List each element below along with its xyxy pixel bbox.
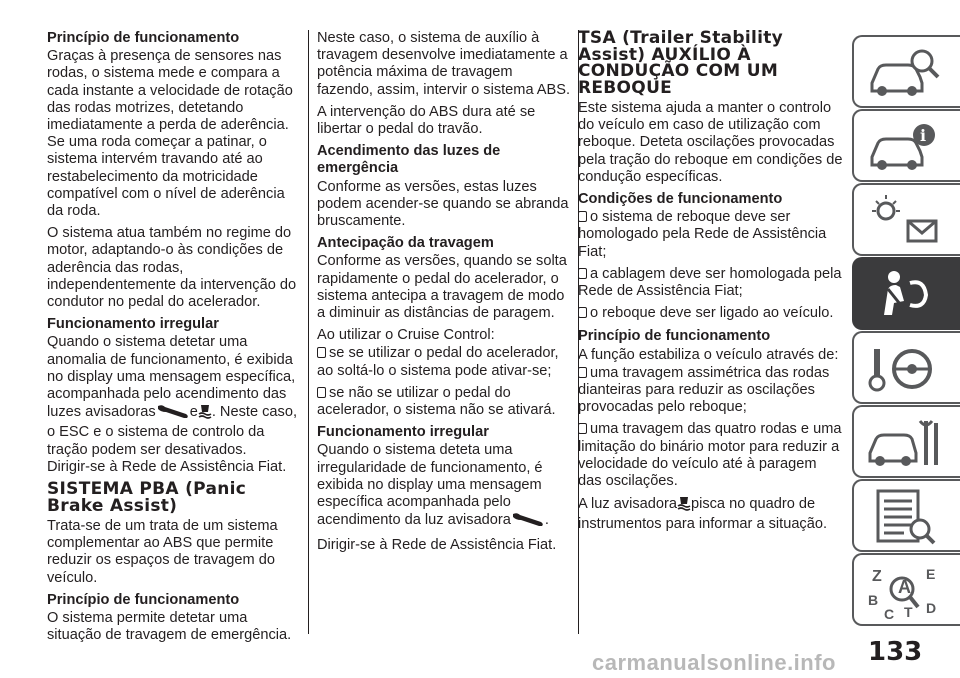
bullet-icon (317, 347, 326, 358)
alpha-letter: E (926, 566, 936, 582)
paragraph-warning: Quando o sistema deteta uma irregularidade de funcionamento, é exibida no display uma mensagem específica acompanhada pelo acendimento da luz avisadora . (317, 442, 571, 532)
paragraph: A intervenção do ABS dura até se libertar o pedal do travão. (317, 103, 536, 138)
paragraph: Conforme as versões, estas luzes podem acender-se quando se abranda bruscamente. (317, 178, 569, 230)
alpha-letter: D (926, 600, 937, 616)
esc-lamp-icon (677, 495, 691, 516)
paragraph: O sistema permite detetar uma situação de travagem de emergência. (47, 610, 292, 644)
column-divider-1 (308, 30, 309, 634)
bullet-icon (578, 268, 587, 279)
bullet-item: a cablagem deve ser homologada pela Rede de Assistência Fiat; (578, 265, 842, 300)
bullet-item: se não se utilizar o pedal do acelerador, o sistema não se ativará. (317, 384, 556, 419)
paragraph: O sistema atua também no regime do motor, adaptando-o às condições de aderência das rodas, independentemente da intervenção do condutor no pedal do acelerador. (47, 225, 297, 311)
column-1 (47, 30, 299, 650)
bullet-icon (578, 307, 587, 318)
heading-tsa: TSA (Trailer Stability Assist) AUXÍLIO À CONDUÇÃO COM UM REBOQUE (578, 28, 784, 98)
car-info-icon (864, 117, 944, 177)
paragraph: Este sistema ajuda a manter o controlo do veículo em caso de utilização com reboque. Deteta oscilações provocadas pela tração do reboque em condições de condução específicas. (578, 100, 843, 185)
bullet-icon (317, 387, 326, 398)
heading-principio: Princípio de funcionamento (578, 328, 771, 345)
car-search-icon (864, 43, 944, 103)
alpha-letter: A (898, 577, 911, 597)
alpha-letter: C (884, 606, 895, 621)
tab-index-list[interactable] (852, 479, 960, 552)
tab-car-info[interactable] (852, 109, 960, 182)
paragraph: Trata-se de um trata de um sistema complementar ao ABS que permite reduzir os espaços de travagem do veículo. (47, 518, 278, 586)
tab-alphabet[interactable] (852, 553, 960, 626)
bullet-icon (578, 367, 587, 378)
paragraph: Neste caso, o sistema de auxílio à travagem desenvolve imediatamente a potência máxima de travagem fazendo, assim, intervir o sistema ABS. (317, 30, 571, 98)
alpha-letter: Z (872, 568, 882, 585)
chapter-tabs (852, 35, 960, 627)
paragraph-warning: Quando o sistema detetar uma anomalia de funcionamento, é exibida no display uma mensagem específica, acompanhada pelo acendimento das luzes avisadoras e . Neste caso, o ESC e o sistema de controlo da tração podem ser desativados. Dirigir-se à Rede de Assistência Fiat. (47, 334, 297, 475)
heading-principio: Princípio de funcionamento (47, 30, 240, 46)
paragraph: Ao utilizar o Cruise Control: (317, 327, 495, 344)
heading-irregular: Funcionamento irregular (47, 316, 219, 333)
bullet-item: se se utilizar o pedal do acelerador, ao soltá-lo o sistema pode ativar-se; (317, 345, 559, 379)
tab-key-steering[interactable] (852, 331, 960, 404)
alpha-letter: T (904, 604, 913, 620)
heading-pba: SISTEMA PBA (Panic Brake Assist) (47, 479, 247, 516)
tab-dashboard-lights[interactable] (852, 183, 960, 256)
warning-lamp-icon (156, 403, 190, 424)
svg-text:i: i (920, 126, 927, 145)
tab-car-search[interactable] (852, 35, 960, 108)
paragraph-warning: A luz avisadora pisca no quadro de instrumentos para informar a situação. (578, 496, 828, 533)
bullet-item: uma travagem das quatro rodas e uma limitação do binário motor para reduzir a velocidade do veículo até à paragem das oscilações. (578, 421, 842, 490)
alpha-letter: B (868, 592, 879, 608)
index-list-icon (864, 487, 944, 547)
bullet-item: uma travagem assimétrica das rodas dianteiras para reduzir as oscilações provocadas pelo reboque; (578, 364, 830, 416)
bullet-item: o reboque deve ser ligado ao veículo. (578, 305, 844, 322)
warning-lamp-icon (511, 511, 545, 532)
heading-antecipacao: Antecipação da travagem (317, 235, 494, 252)
heading-acendimento: Acendimento das luzes de emergência (317, 143, 501, 177)
column-2 (317, 30, 571, 560)
column-3 (578, 30, 844, 539)
watermark: carmanualsonline.info (592, 650, 836, 675)
bullet-icon (578, 211, 587, 222)
tab-safety[interactable] (852, 257, 960, 330)
bullet-icon (578, 423, 587, 434)
page-number: 133 (868, 637, 923, 667)
alphabet-search-icon (864, 561, 944, 621)
paragraph: Dirigir-se à Rede de Assistência Fiat. (317, 537, 557, 554)
paragraph: A função estabiliza o veículo através de: (578, 346, 839, 363)
heading-condicoes: Condições de funcionamento (578, 191, 783, 208)
dashboard-lights-icon (864, 191, 944, 251)
paragraph: Graças à presença de sensores nas rodas, o sistema mede e compara a cada instante a velocidade de rotação das rodas motrizes, detetando imediatamente a perda de aderência. Se uma roda começar a patinar, o sistema intervém travando até ao restabelecimento da motricidade compatível com o nível de aderência da roda. (47, 48, 293, 220)
car-tools-icon (864, 413, 944, 473)
paragraph: Conforme as versões, quando se solta rapidamente o pedal do acelerador, o sistema antecipa a travagem de modo a diminuir as distâncias de paragem. (317, 253, 567, 322)
safety-airbag-icon (864, 265, 944, 325)
key-steering-icon (864, 339, 944, 399)
bullet-item: o sistema de reboque deve ser homologado pela Rede de Assistência Fiat; (578, 209, 827, 260)
tab-car-tools[interactable] (852, 405, 960, 478)
heading-principio-2: Princípio de funcionamento (47, 591, 240, 608)
heading-irregular: Funcionamento irregular (317, 424, 489, 441)
esc-lamp-icon (198, 403, 212, 424)
